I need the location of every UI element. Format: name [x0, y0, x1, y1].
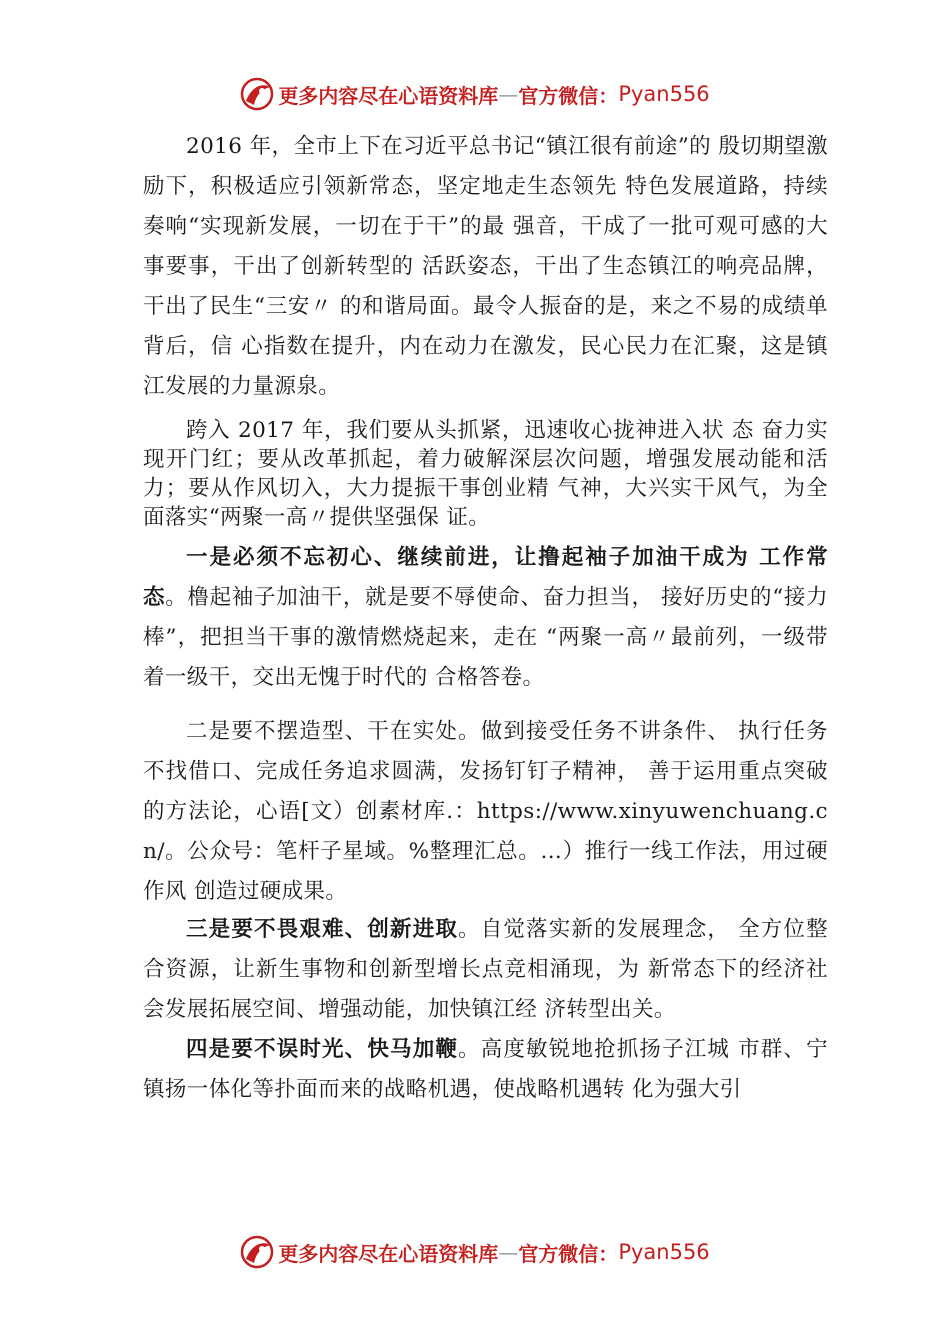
header-separator: — [498, 82, 519, 106]
header-banner [0, 72, 950, 116]
footer-banner [0, 1230, 950, 1274]
header-wechat-id: Pyan556 [618, 82, 710, 106]
header-site-text: 更多内容尽在心语资料库 [278, 83, 499, 108]
header-wechat-label: 官方微信： [518, 83, 619, 108]
paragraph-6-lead: 四是要不误时光、快马加鞭 [186, 1037, 459, 1062]
paragraph-3 [143, 538, 828, 698]
paragraph-4: 二是要不摆造型、干在实处。做到接受任务不讲条件、 执行任务不找借口、完成任务追求圆满，发扬钉钉子精神， 善于运用重点突破的方法论，心语[文）创素材库.：https://www.xinyuwenchuang.cn/。公众号：笔杆子星域。%整理汇总。…）推行一线工作法，用过硬作风 创造过硬成果。 [143, 719, 828, 904]
paragraph-6-body: 。高度敏锐地抢抓扬子江城 市群、宁镇扬一体化等扑面而来的战略机遇，使战略机遇转 化为强大引 [143, 1037, 828, 1102]
paragraph-1: 2016 年，全市上下在习近平总书记“镇江很有前途”的 殷切期望激励下，积极适应引领新常态，坚定地走生态领先 特色发展道路，持续奏响“实现新发展，一切在于干”的最 强音，干成了一批可观可感的大事要事，干出了创新转型的 活跃姿态，干出了生态镇江的响亮品牌，干出了民生“三安〃 的和谐局面。最令人振奋的是，来之不易的成绩单背后，信 心指数在提升，内在动力在激发，民心民力在汇聚，这是镇 江发展的力量源泉。 [143, 134, 828, 399]
paragraph-2: 跨入 2017 年，我们要从头抓紧，迅速收心拢神进入状 态 奋力实现开门红；要从改革抓起，着力破解深层次问题，增强发展动能和活力；要从作风切入，大力提振干事创业精 气神，大兴实干风气，为全面落实“两聚一高〃提供坚强保 证。 [143, 418, 828, 530]
footer-separator: — [498, 1240, 519, 1264]
paragraph-5-body: 。自觉落实新的发展理念， 全方位整合资源，让新生事物和创新型增长点竞相涌现，为 新常态下的经济社会发展拓展空间、增强动能，加快镇江经 济转型出关。 [143, 917, 828, 1022]
footer-wechat-id: Pyan556 [618, 1240, 710, 1264]
paragraph-3-body: 。橹起袖子加油干，就是要不辱使命、奋力担当， 接好历史的“接力棒”，把担当干事的激情燃烧起来，走在 “两聚一高〃最前列，一级带着一级干，交出无愧于时代的 合格答卷。 [143, 585, 828, 690]
brand-logo-icon [240, 77, 274, 111]
footer-site-text: 更多内容尽在心语资料库 [278, 1241, 499, 1266]
paragraph-3-lead: 一是必须不忘初心、继续前进，让撸起袖子加油干成为 工作常态 [143, 545, 828, 610]
paragraph-5 [143, 910, 828, 1030]
paragraph-5-lead: 三是要不畏艰难、创新进取 [186, 917, 459, 942]
footer-wechat-label: 官方微信： [518, 1241, 619, 1266]
paragraph-6 [143, 1030, 828, 1110]
brand-logo-icon [240, 1235, 274, 1269]
